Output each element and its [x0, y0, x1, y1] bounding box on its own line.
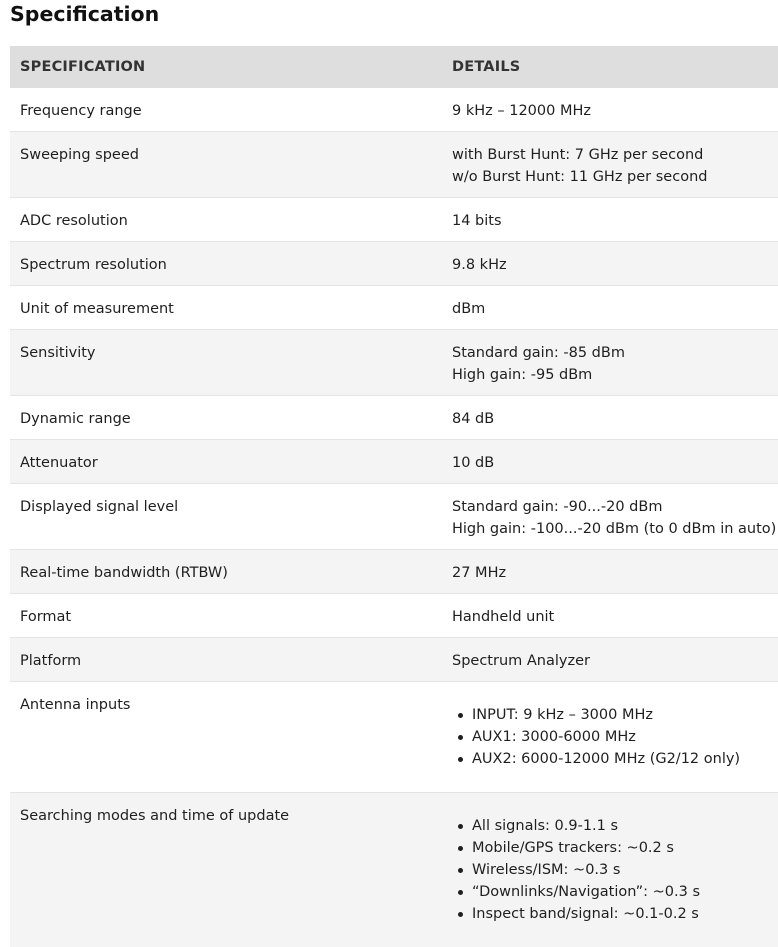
details-cell	[442, 550, 778, 594]
details-line: Standard gain: -90...-20 dBm	[452, 496, 768, 518]
details-line: 14 bits	[452, 210, 768, 232]
details-cell	[442, 793, 778, 947]
details-cell	[442, 484, 778, 550]
list-item: “Downlinks/Navigation”: ~0.3 s	[472, 881, 768, 903]
searching-modes-list	[452, 815, 768, 925]
details-cell	[442, 396, 778, 440]
details-cell	[442, 440, 778, 484]
spec-cell: Displayed signal level	[10, 484, 442, 550]
details-line: Spectrum Analyzer	[452, 650, 768, 672]
table-row	[10, 132, 778, 198]
details-cell	[442, 594, 778, 638]
table-row	[10, 88, 778, 132]
spec-cell: Unit of measurement	[10, 286, 442, 330]
table-header	[10, 46, 778, 88]
header-row	[10, 46, 778, 88]
list-item: INPUT: 9 kHz – 3000 MHz	[472, 704, 768, 726]
table-row	[10, 484, 778, 550]
list-item: Wireless/ISM: ~0.3 s	[472, 859, 768, 881]
details-line: dBm	[452, 298, 768, 320]
details-cell	[442, 198, 778, 242]
spec-cell: Real-time bandwidth (RTBW)	[10, 550, 442, 594]
details-line: High gain: -100...-20 dBm (to 0 dBm in auto)	[452, 518, 768, 540]
details-line: 27 MHz	[452, 562, 768, 584]
table-row	[10, 330, 778, 396]
spec-cell: Dynamic range	[10, 396, 442, 440]
list-item: Mobile/GPS trackers: ~0.2 s	[472, 837, 768, 859]
column-header-details: DETAILS	[442, 46, 778, 88]
details-cell	[442, 330, 778, 396]
details-line: High gain: -95 dBm	[452, 364, 768, 386]
table-body	[10, 88, 778, 947]
antenna-inputs-list	[452, 704, 768, 770]
spec-cell: Format	[10, 594, 442, 638]
details-cell	[442, 286, 778, 330]
details-cell	[442, 132, 778, 198]
details-line: Standard gain: -85 dBm	[452, 342, 768, 364]
table-row	[10, 793, 778, 947]
spec-cell: ADC resolution	[10, 198, 442, 242]
list-item: Inspect band/signal: ~0.1-0.2 s	[472, 903, 768, 925]
table-row	[10, 594, 778, 638]
spec-cell: Searching modes and time of update	[10, 793, 442, 947]
list-item: AUX1: 3000-6000 MHz	[472, 726, 768, 748]
spec-cell: Antenna inputs	[10, 682, 442, 793]
spec-cell: Sensitivity	[10, 330, 442, 396]
details-line: 9.8 kHz	[452, 254, 768, 276]
details-line: w/o Burst Hunt: 11 GHz per second	[452, 166, 768, 188]
specification-table	[10, 46, 778, 947]
details-cell	[442, 88, 778, 132]
column-header-specification: SPECIFICATION	[10, 46, 442, 88]
spec-cell: Platform	[10, 638, 442, 682]
table-row	[10, 550, 778, 594]
table-row	[10, 638, 778, 682]
details-line: 9 kHz – 12000 MHz	[452, 100, 768, 122]
details-cell	[442, 242, 778, 286]
table-row	[10, 242, 778, 286]
spec-cell: Attenuator	[10, 440, 442, 484]
details-cell	[442, 682, 778, 793]
spec-cell: Spectrum resolution	[10, 242, 442, 286]
spec-cell: Sweeping speed	[10, 132, 442, 198]
page-title: Specification	[10, 0, 159, 28]
details-line: Handheld unit	[452, 606, 768, 628]
details-cell	[442, 638, 778, 682]
table-row	[10, 440, 778, 484]
table-row	[10, 396, 778, 440]
table-row	[10, 286, 778, 330]
details-line: with Burst Hunt: 7 GHz per second	[452, 144, 768, 166]
details-line: 84 dB	[452, 408, 768, 430]
list-item: AUX2: 6000-12000 MHz (G2/12 only)	[472, 748, 768, 770]
spec-cell: Frequency range	[10, 88, 442, 132]
table-row	[10, 198, 778, 242]
details-line: 10 dB	[452, 452, 768, 474]
table-row	[10, 682, 778, 793]
list-item: All signals: 0.9-1.1 s	[472, 815, 768, 837]
